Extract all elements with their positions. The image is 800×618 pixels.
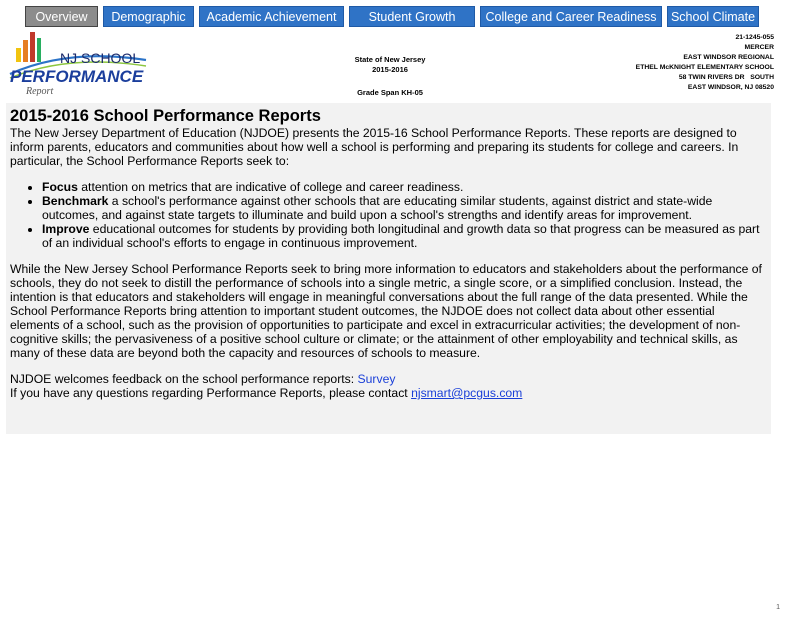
overview-panel (6, 103, 771, 434)
year-label: 2015-2016 (372, 65, 408, 74)
feedback-text: NJDOE welcomes feedback on the school performance reports: (10, 372, 358, 386)
logo-text-report: Report (26, 86, 54, 96)
tab-college-and-career-readiness[interactable]: College and Career Readiness (480, 6, 662, 27)
state-year-info (300, 55, 480, 75)
goal-text: a school's performance against other schools that are educating similar students, against district and state-wide outcomes, and against state targets to illuminate and build upon a school's strengths and identify areas for improvement. (42, 194, 713, 222)
email-link[interactable]: njsmart@pcgus.com (411, 386, 523, 400)
intro-paragraph: The New Jersey Department of Education (NJDOE) presents the 2015-16 School Performance Reports. These reports are designed to inform parents, educators and communities about how well a school is performing and preparing its students for college and careers. In particular, the School Performance Reports seek to: (10, 126, 739, 168)
goal-keyword: Focus (42, 180, 78, 194)
nj-school-performance-logo (8, 30, 148, 96)
goal-text: attention on metrics that are indicative of college and career readiness. (77, 180, 464, 194)
contact-text: If you have any questions regarding Performance Reports, please contact (10, 386, 412, 400)
school-code: 21-1245-055 (735, 34, 774, 41)
report-header (0, 28, 800, 103)
goals-list (10, 180, 767, 250)
school-info (514, 33, 774, 93)
goal-keyword: Improve (42, 222, 90, 236)
school-name: ETHEL McKNIGHT ELEMENTARY SCHOOL (635, 64, 774, 71)
tab-student-growth[interactable]: Student Growth (349, 6, 475, 27)
tab-school-climate[interactable]: School Climate (667, 6, 759, 27)
page-number: 1 (776, 604, 780, 611)
logo-text-performance: PERFORMANCE (10, 67, 144, 86)
state-label: State of New Jersey (354, 55, 426, 64)
contact-line (10, 386, 767, 400)
goal-item (42, 222, 767, 250)
city-address: EAST WINDSOR, NJ 08520 (687, 84, 774, 91)
feedback-line (10, 372, 767, 386)
tab-demographic[interactable]: Demographic (103, 6, 194, 27)
county: MERCER (744, 44, 774, 51)
tab-academic-achievement[interactable]: Academic Achievement (199, 6, 344, 27)
body-paragraph: While the New Jersey School Performance Reports seek to bring more information to educators and stakeholders about the performance of schools, they do not seek to distill the performance of schools into a single metric, a single score, or a simplified conclusion. Instead, the intention is that educators and stakeholders will engage in meaningful conversations about the full range of the data presented. While the School Performance Reports bring attention to important student outcomes, the NJDOE does not collect data about other essential elements of a school, such as the provision of opportunities to participate and excel in extracurricular activities; the development of non-cognitive skills; the pervasiveness of a positive school culture or climate; or the attainment of other employability and technical skills, as many of these data are beyond both the capacity and resources of schools to measure. (10, 262, 762, 360)
page-title: 2015-2016 School Performance Reports (10, 107, 321, 125)
logo-text-nj: NJ SCHOOL (60, 50, 141, 66)
goal-item (42, 194, 767, 222)
goal-keyword: Benchmark (42, 194, 109, 208)
district: EAST WINDSOR REGIONAL (683, 54, 774, 61)
goal-text: educational outcomes for students by providing both longitudinal and growth data so that progress can be measured as part of an individual school's efforts to engage in continuous improvement. (42, 222, 760, 250)
survey-link[interactable]: Survey (357, 372, 396, 386)
grade-span-label: Grade Span KH-05 (357, 88, 423, 97)
tab-overview[interactable]: Overview (25, 6, 98, 27)
goal-item (42, 180, 767, 194)
nav-tabs (25, 6, 764, 27)
street-address: 58 TWIN RIVERS DR SOUTH (678, 74, 774, 81)
